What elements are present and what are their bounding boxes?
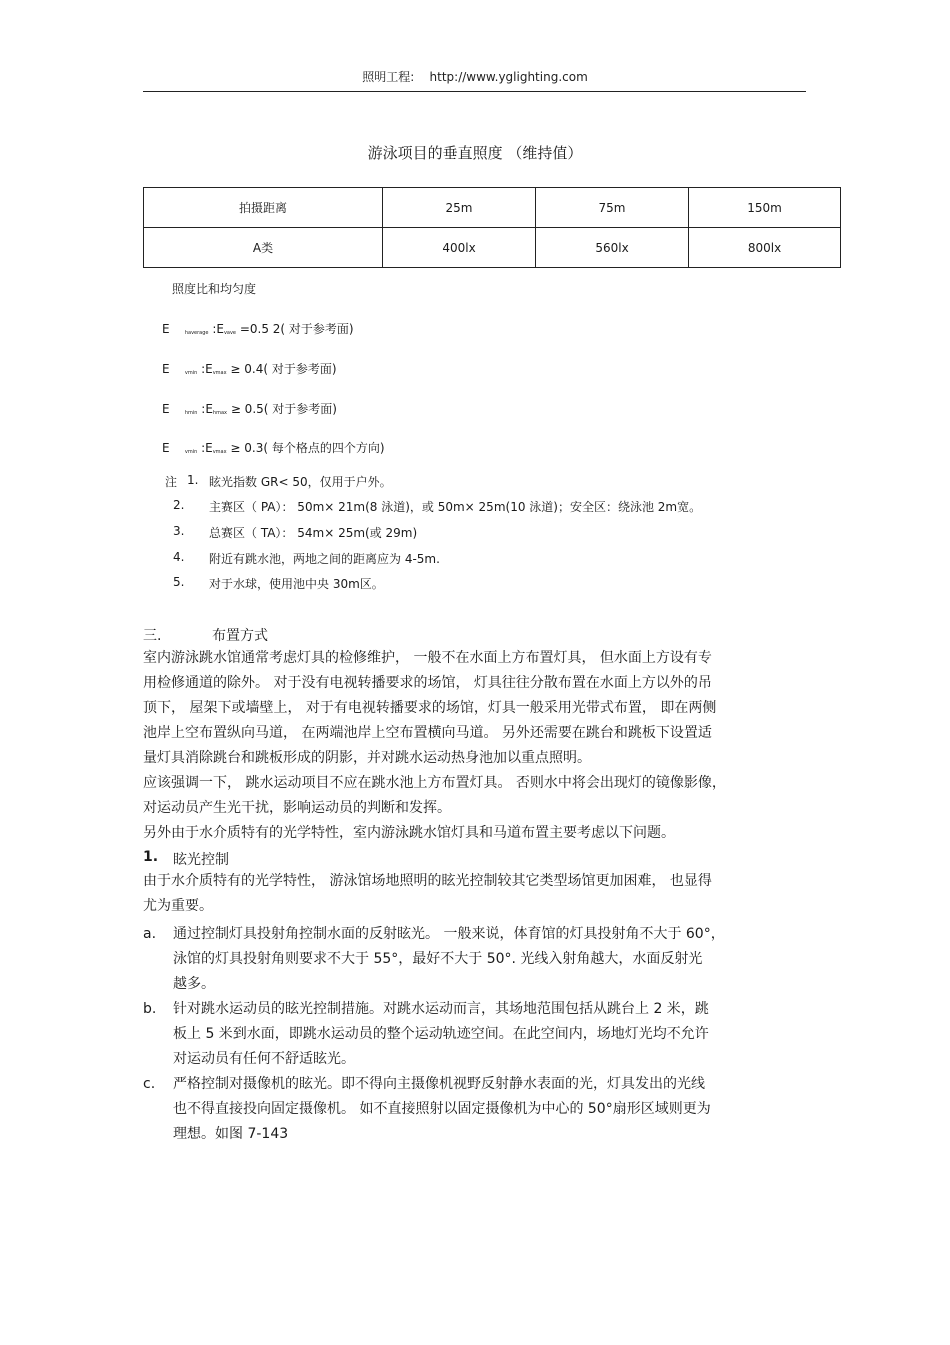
note-number: 4. <box>173 550 185 564</box>
ratio-line: E $_{vmin}$ $:E_{vmax} \ge 0.3$( 每个格点的四个方向) <box>162 441 385 455</box>
table-cell: 75m <box>536 188 689 228</box>
subsection-number: 1. <box>143 849 159 865</box>
table-cell: 800lx <box>689 228 841 268</box>
list-marker: b. <box>143 1001 157 1017</box>
header-label: 照明工程: <box>362 70 415 84</box>
ratios-heading: 照度比和均匀度 <box>172 282 257 296</box>
table-cell: A类 <box>144 228 383 268</box>
section-title: 布置方式 <box>212 628 268 644</box>
list-item: 针对跳水运动员的眩光控制措施。对跳水运动而言，其场地范围包括从跳台上 2 米，跳 板上 5 米到水面，即跳水运动员的整个运动轨迹空间。在此空间内，场地灯光均不允许 对运动员有任何不舒适眩光。 <box>173 1001 709 1067</box>
list-item: 通过控制灯具投射角控制水面的反射眩光。 一般来说，体育馆的灯具投射角不大于 60°， 泳馆的灯具投射角则要求不大于 55°，最好不大于 50°. 光线入射角越大，水面反射光 越多。 <box>173 926 725 992</box>
section-paragraph: 室内游泳跳水馆通常考虑灯具的检修维护， 一般不在水面上方布置灯具， 但水面上方设有专 用检修通道的除外。 对于没有电视转播要求的场馆， 灯具往往分散布置在水面上方以外的吊 顶下， 屋架下或墙壁上， 对于有电视转播要求的场馆，灯具一般采用光带式布置， 即在两侧 池岸上空布置纵向马道， 在两端池岸上空布置横向马道。 另外还需要在跳台和跳板下设置适 量灯具消除跳台和跳板形成的阴影，并对跳水运动热身池加以重点照明。 应该强调一下， 跳水运动项目不应在跳水池上方布置灯具。 否则水中将会出现灯的镜像影像， 对运动员产生光干扰，影响运动员的判断和发挥。 另外由于水介质特有的光学特性，室内游泳跳水馆灯具和马道布置主要考虑以下问题。 <box>143 650 726 841</box>
table-header-row <box>144 188 841 228</box>
table-cell: 560lx <box>536 228 689 268</box>
page-header <box>0 68 950 85</box>
header-divider <box>143 91 806 92</box>
note-text: 对于水球，使用池中央 30m区。 <box>209 577 384 591</box>
notes-label: 注 <box>165 475 178 489</box>
note-text: 主赛区（ PA）： 50m× 21m(8 泳道)，或 50m× 25m(10 泳道)；安全区：绕泳池 2m宽。 <box>209 500 702 514</box>
table-cell: 拍摄距离 <box>144 188 383 228</box>
glare-intro: 由于水介质特有的光学特性， 游泳馆场地照明的眩光控制较其它类型场馆更加困难， 也显得 尤为重要。 <box>143 873 712 914</box>
list-item: 严格控制对摄像机的眩光。即不得向主摄像机视野反射静水表面的光，灯具发出的光线 也不得直接投向固定摄像机。 如不直接照射以固定摄像机为中心的 50°扇形区域则更为 理想。如图 7-143 <box>173 1076 711 1142</box>
table-cell: 150m <box>689 188 841 228</box>
list-marker: c. <box>143 1076 156 1092</box>
subsection-title: 眩光控制 <box>173 852 229 868</box>
note-text: 眩光指数 GR< 50，仅用于户外。 <box>209 475 392 489</box>
section-number: 三. <box>143 628 162 644</box>
table-cell: 400lx <box>383 228 536 268</box>
ratio-line: E $_{vmin}$ $:E_{vmax} \ge 0.4$( 对于参考面) <box>162 362 337 376</box>
note-number: 2. <box>173 498 185 512</box>
list-marker: a. <box>143 926 157 942</box>
header-url[interactable]: http://www.yglighting.com <box>429 70 588 84</box>
table-cell: 25m <box>383 188 536 228</box>
note-number: 1. <box>187 473 199 487</box>
ratio-line: E $_{hmin}$ $:E_{hmax} \ge 0.5$( 对于参考面) <box>162 402 337 416</box>
table-row <box>144 228 841 268</box>
illuminance-table <box>143 187 841 268</box>
note-text: 附近有跳水池，两地之间的距离应为 4-5m. <box>209 552 440 566</box>
note-text: 总赛区（ TA）： 54m× 25m(或 29m) <box>209 526 418 540</box>
ratio-line: E $_{haverage}$ $:E_{vave} =0.5$ 2( 对于参考面) <box>162 322 354 336</box>
table-title: 游泳项目的垂直照度 （维持值） <box>367 144 583 162</box>
note-number: 5. <box>173 575 185 589</box>
note-number: 3. <box>173 524 185 538</box>
